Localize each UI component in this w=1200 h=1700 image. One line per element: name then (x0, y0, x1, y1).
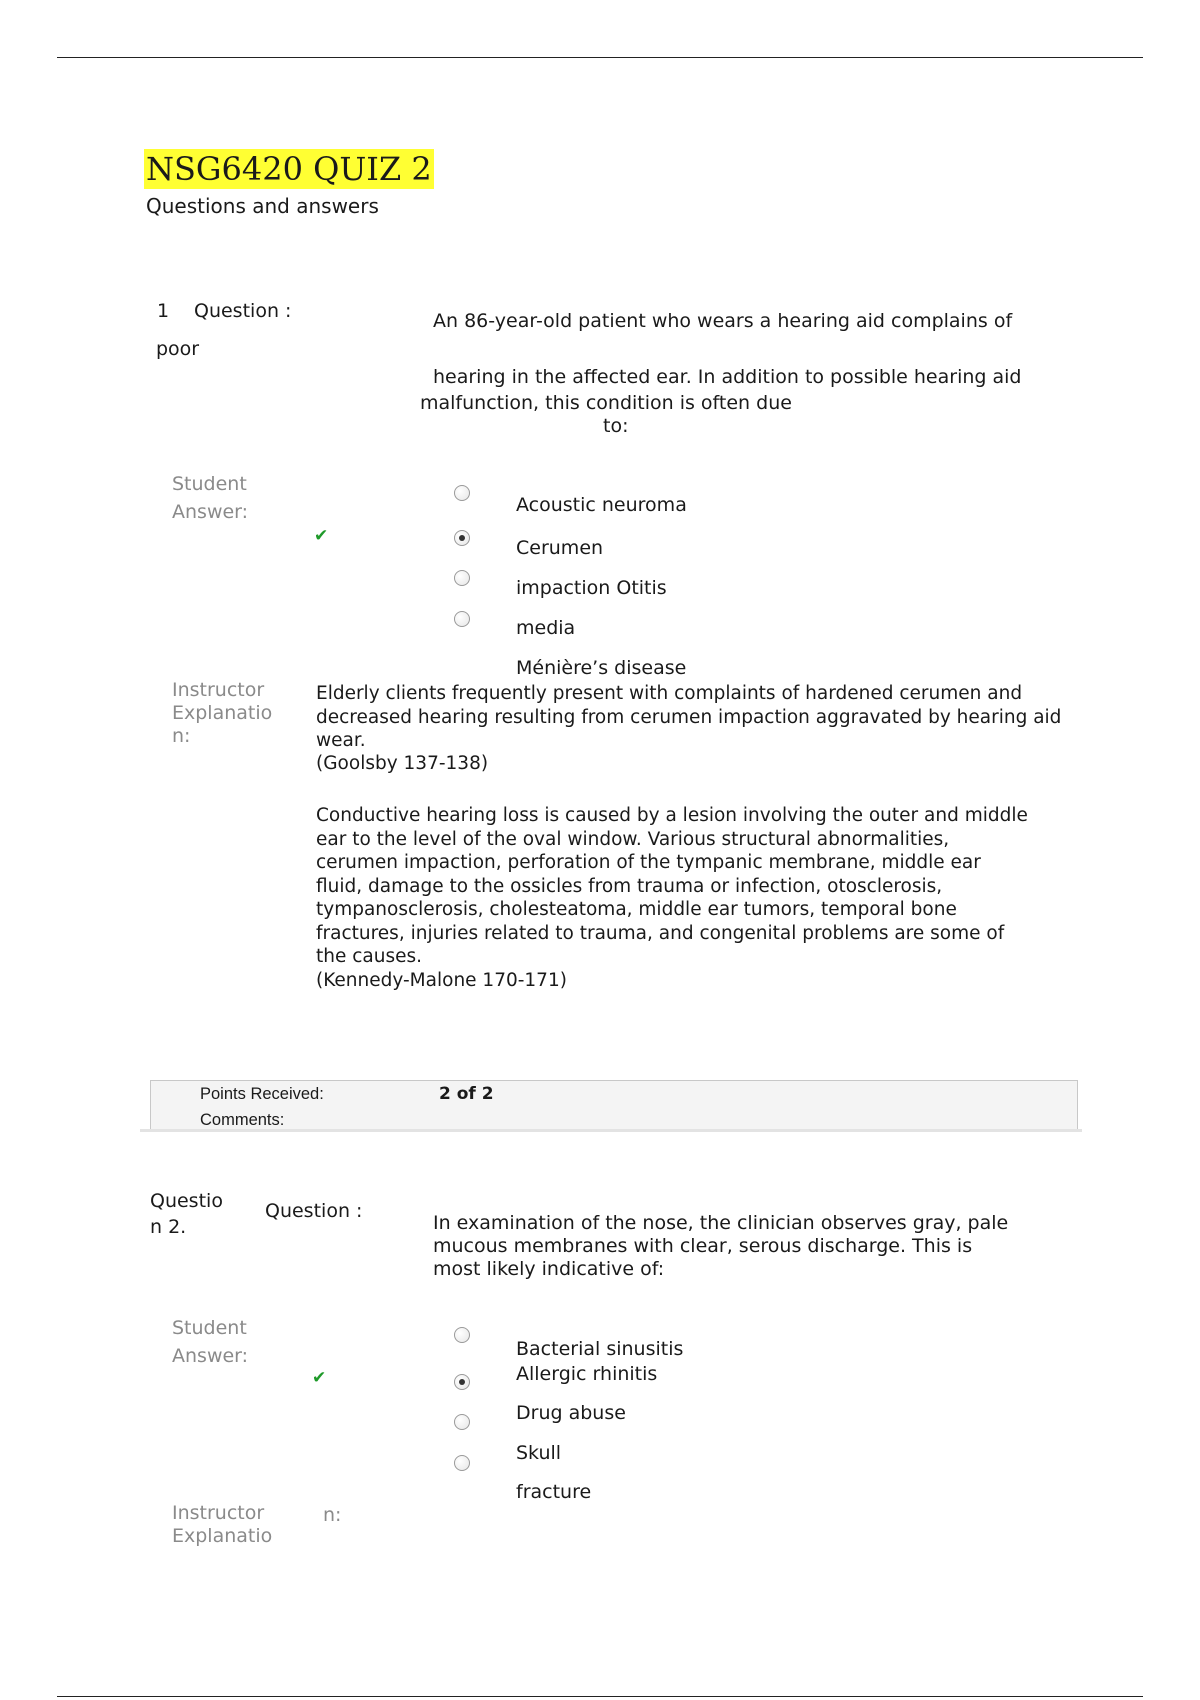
q2-stem-line2: mucous membranes with clear, serous discharge. This is (433, 1235, 973, 1257)
q1-instructor-label-1: Instructor (172, 679, 265, 701)
q1-option-2-radio[interactable] (454, 530, 470, 546)
correct-check-icon: ✔ (314, 526, 329, 546)
q2-stem-line1: In examination of the nose, the clinician observes gray, pale (433, 1212, 1009, 1234)
q2-option-4: Skull (516, 1442, 562, 1464)
q2-option-4-radio[interactable] (454, 1455, 470, 1471)
q1-label: Question : (194, 300, 292, 322)
q2-student-label-2: Answer: (172, 1345, 249, 1367)
q2-option-2: Allergic rhinitis (516, 1363, 658, 1385)
q2-option-1: Bacterial sinusitis (516, 1338, 684, 1360)
q1-citation-2: (Kennedy-Malone 170-171) (316, 970, 567, 991)
q1-stem-line3: malfunction, this condition is often due (420, 392, 792, 414)
q1-stem-line4: to: (603, 415, 629, 437)
q1-instructor-label-3: n: (172, 725, 191, 747)
points-received-value: 2 of 2 (439, 1084, 494, 1104)
q1-option-4-radio[interactable] (454, 611, 470, 627)
q1-option-4: media (516, 617, 576, 639)
q2-instructor-label-1: Instructor (172, 1502, 265, 1524)
q1-stem-line1: An 86-year-old patient who wears a hearing aid complains of (433, 310, 1013, 332)
comments-label: Comments: (200, 1111, 285, 1129)
q1-option-3-radio[interactable] (454, 570, 470, 586)
page-title: NSG6420 QUIZ 2 (146, 150, 432, 188)
q2-option-3: Drug abuse (516, 1402, 626, 1424)
q2-option-2-radio[interactable] (454, 1374, 470, 1390)
q1-number: 1 (157, 300, 170, 322)
q2-student-label-1: Student (172, 1317, 247, 1339)
q1-option-3: impaction Otitis (516, 577, 667, 599)
q1-stem-fragment: poor (156, 338, 200, 360)
bottom-rule (57, 1696, 1143, 1697)
top-rule (57, 57, 1143, 58)
q2-option-3-radio[interactable] (454, 1414, 470, 1430)
q1-student-label-2: Answer: (172, 501, 249, 523)
correct-check-icon: ✔ (312, 1368, 327, 1388)
q2-stem-line3: most likely indicative of: (433, 1258, 665, 1280)
q1-explanation-1: Elderly clients frequently present with complaints of hardened cerumen and decreased hearing resulting from cerumen impaction aggravated by hearing aid wear. (316, 683, 1062, 751)
q1-student-label-1: Student (172, 473, 247, 495)
q1-option-1-radio[interactable] (454, 485, 470, 501)
q1-option-2: Cerumen (516, 537, 604, 559)
q1-citation-1: (Goolsby 137-138) (316, 753, 489, 774)
q2-option-5: fracture (516, 1481, 592, 1503)
q2-label: Question : (265, 1200, 363, 1222)
q1-explanation-2: Conductive hearing loss is caused by a lesion involving the outer and middle ear to the level of the oval window. Various structural abnormalities, cerumen impaction, perforation of the tympanic membrane, middle ear fluid, damage to the ossicles from trauma or infection, otosclerosis, tympanosclerosis, cholesteatoma, middle ear tumors, temporal bone fractures, injuries related to trauma, and congenital problems are some of the causes. (316, 805, 1028, 967)
q2-option-1-radio[interactable] (454, 1327, 470, 1343)
q2-number-line1: Questio (150, 1190, 223, 1212)
q2-instructor-label-3: n: (323, 1504, 342, 1526)
q1-option-1: Acoustic neuroma (516, 494, 687, 516)
points-received-label: Points Received: (200, 1085, 324, 1103)
q1-stem-line2: hearing in the affected ear. In addition to possible hearing aid (433, 366, 1022, 388)
q2-instructor-label-2: Explanatio (172, 1525, 273, 1547)
q1-option-5: Ménière’s disease (516, 657, 687, 679)
page-subtitle: Questions and answers (146, 194, 379, 218)
q2-number-line2: n 2. (150, 1216, 187, 1238)
q1-instructor-label-2: Explanatio (172, 702, 273, 724)
